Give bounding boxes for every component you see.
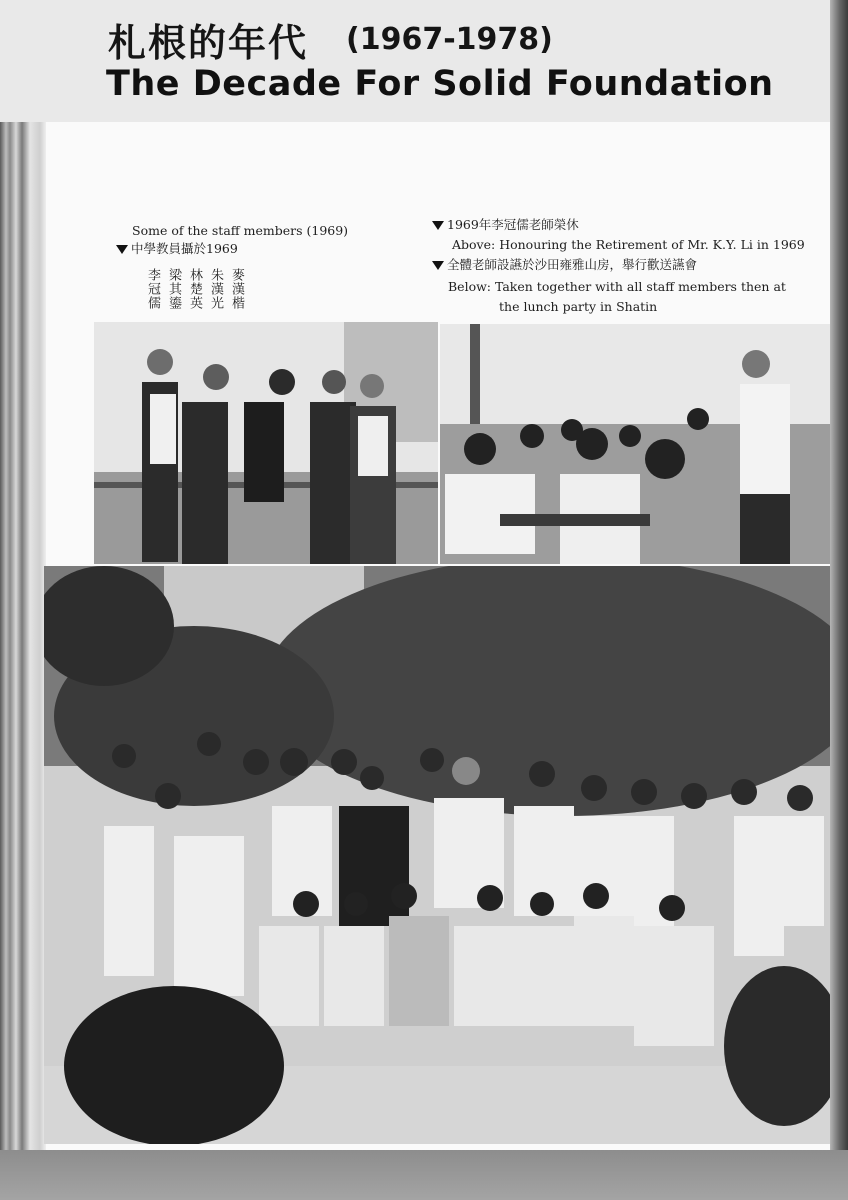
caption-retirement-chinese: 1969年李冠儒老師榮休 bbox=[432, 216, 579, 233]
caption-party-english-1: Below: Taken together with all staff members then at bbox=[448, 279, 786, 294]
page-title-english: The Decade For Solid Foundation bbox=[106, 64, 774, 104]
page-stack-edge bbox=[0, 0, 46, 1150]
caption-party-english-2: the lunch party in Shatin bbox=[499, 299, 658, 314]
staff-names bbox=[145, 268, 244, 310]
page-title-chinese: 札根的年代 bbox=[108, 21, 309, 65]
triangle-down-icon bbox=[116, 245, 128, 254]
caption-retirement-english: Above: Honouring the Retirement of Mr. K.Y. Li in 1969 bbox=[452, 237, 805, 252]
photo-retirement-lunch bbox=[440, 324, 830, 564]
scan-background bbox=[0, 1150, 848, 1200]
staff-name: 麥漢楷 bbox=[229, 268, 244, 310]
triangle-down-icon bbox=[432, 221, 444, 230]
staff-name: 朱漢光 bbox=[208, 268, 223, 310]
caption-party-chinese: 全體老師設讌於沙田雍雅山房，舉行歡送讌會 bbox=[432, 256, 697, 273]
photo-staff-members bbox=[94, 322, 438, 564]
photo-all-staff-group bbox=[44, 566, 830, 1144]
staff-name: 林楚英 bbox=[187, 268, 202, 310]
caption-staff-chinese: 中學教員攝於1969 bbox=[116, 240, 238, 257]
caption-staff-english: Some of the staff members (1969) bbox=[132, 223, 349, 238]
staff-name: 李冠儒 bbox=[145, 268, 160, 310]
triangle-down-icon bbox=[432, 261, 444, 270]
page-title-years: (1967-1978) bbox=[346, 22, 553, 57]
header-band bbox=[0, 0, 830, 122]
staff-name: 梁其鎏 bbox=[166, 268, 181, 310]
